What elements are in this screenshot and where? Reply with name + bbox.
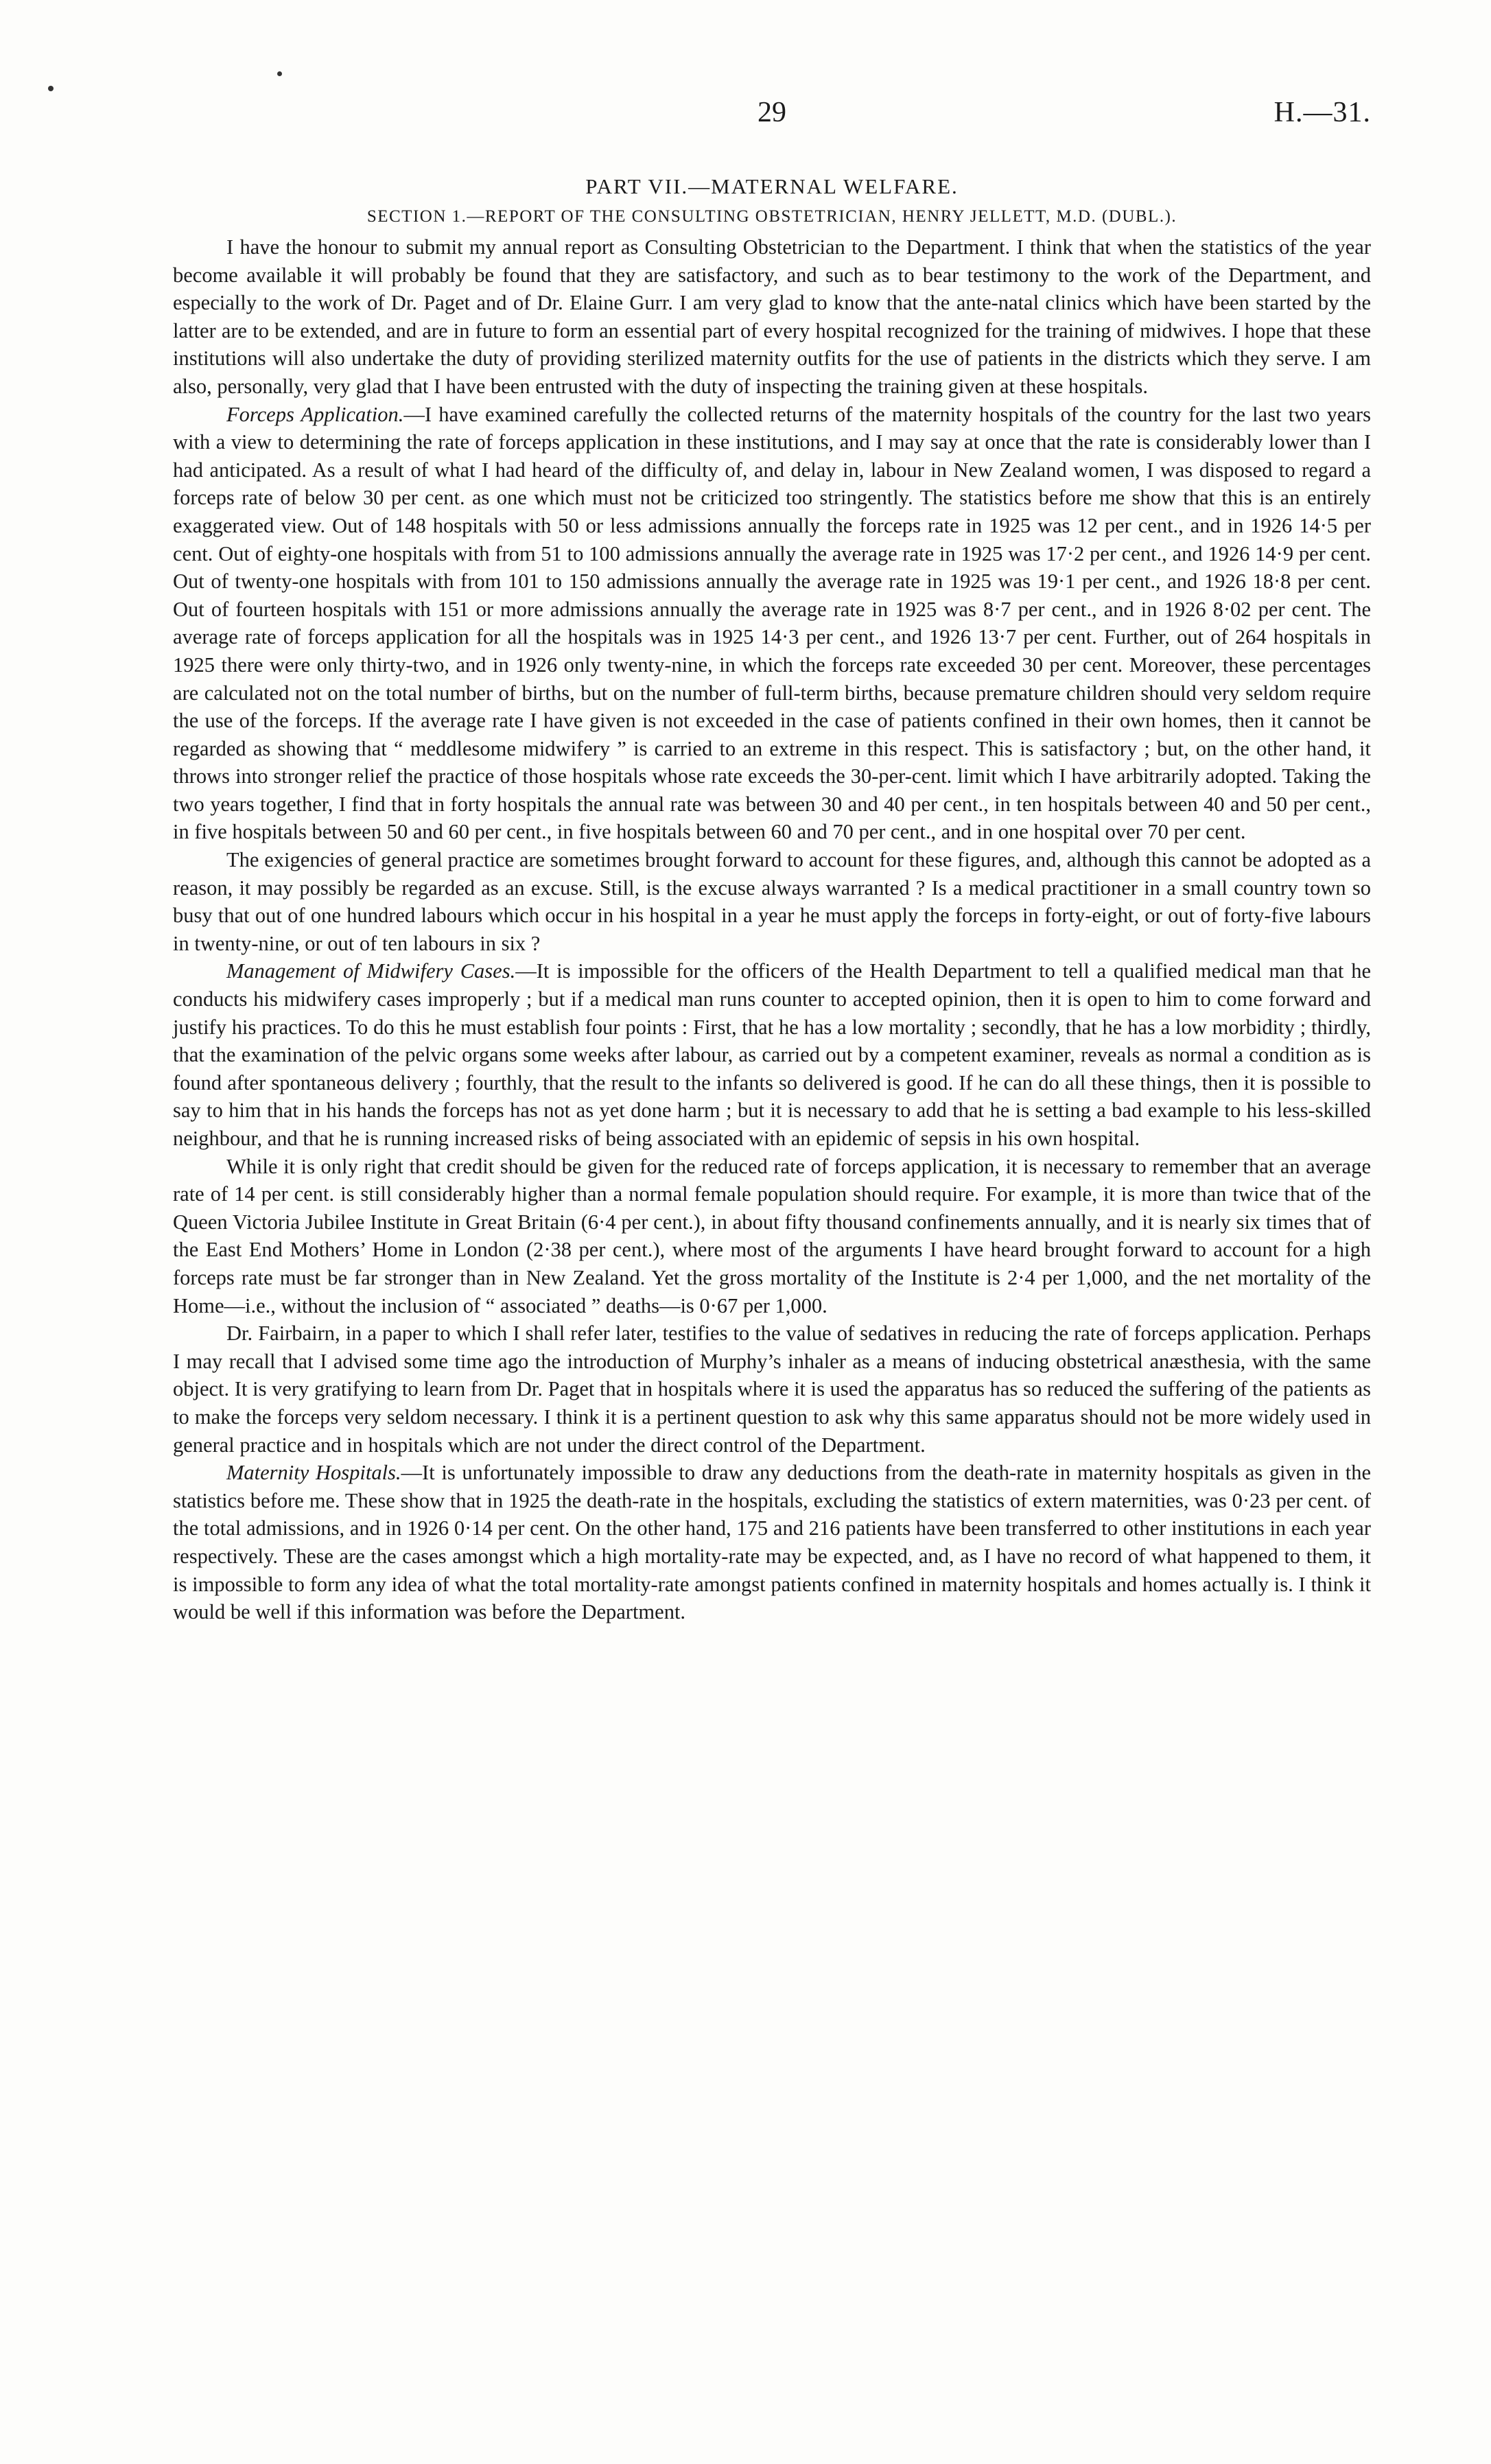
paragraph-text: —It is unfortunately impossible to draw any deductions from the death-rate in maternity hospitals as given in the statistics before me. These show that in 1925 the death-rate in the hospitals, excluding the statistics of extern maternities, was 0·23 per cent. of the total admissions, and in 1926 0·14 per cent. On the other hand, 175 and 216 patients have been transferred to other institutions in each year respectively. These are the cases amongst which a high mortality-rate may be expected, and, as I have no record of what happened to them, it is impossible to form any idea of what the total mortality-rate amongst patients confined in maternity hospitals and homes actually is. I think it would be well if this information was before the Department.	[173, 1461, 1371, 1624]
paragraph-heading: Forceps Application.	[226, 402, 404, 426]
paragraph	[173, 233, 1371, 401]
paragraph-heading: Maternity Hospitals.	[226, 1461, 401, 1485]
paragraph-text: Dr. Fairbairn, in a paper to which I shall refer later, testifies to the value of sedatives in reducing the rate of forceps application. Perhaps I may recall that I advised some time ago the introduction of Murphy’s inhaler as a means of inducing obstetrical anæsthesia, with the same object. It is very gratifying to learn from Dr. Paget that in hospitals where it is used the apparatus has so reduced the suffering of the patients as to make the forceps very seldom necessary. I think it is a pertinent question to ask why this same apparatus should not be more widely used in general practice and in hospitals which are not under the direct control of the Department.	[173, 1322, 1371, 1457]
paragraph	[173, 1153, 1371, 1320]
paragraph-text: While it is only right that credit should be given for the reduced rate of forceps application, it is necessary to remember that an average rate of 14 per cent. is still considerably higher than a normal female population should require. For example, it is more than twice that of the Queen Victoria Jubilee Institute in Great Britain (6·4 per cent.), in about fifty thousand confinements annually, and it is nearly six times that of the East End Mothers’ Home in London (2·38 per cent.), where most of the arguments I have heard brought forward to account for a high forceps rate must be far stronger than in New Zealand. Yet the gross mortality of the Institute is 2·4 per 1,000, and the net mortality of the Home—i.e., without the inclusion of “ associated ” deaths—is 0·67 per 1,000.	[173, 1154, 1371, 1317]
speck-mark	[277, 71, 282, 76]
speck-mark	[48, 86, 54, 91]
paragraph	[173, 401, 1371, 847]
paragraph	[173, 1319, 1371, 1459]
document-reference: H.—31.	[1273, 97, 1371, 128]
paragraph	[173, 1459, 1371, 1626]
page-number: 29	[758, 97, 786, 128]
paragraph-text: I have the honour to submit my annual report as Consulting Obstetrician to the Department. I think that when the statistics of the year become available it will probably be found that they are satisfactory, and such as to bear testimony to the work of the Department, and especially to the work of Dr. Paget and of Dr. Elaine Gurr. I am very glad to know that the ante-natal clinics which have been started by the latter are to be extended, and are in future to form an essential part of every hospital recognized for the training of midwives. I hope that these institutions will also undertake the duty of providing sterilized maternity outfits for the use of patients in the districts which they serve. I am also, personally, very glad that I have been entrusted with the duty of inspecting the training given at these hospitals.	[173, 235, 1371, 398]
section-title: SECTION 1.—REPORT OF THE CONSULTING OBSTETRICIAN, HENRY JELLETT, M.D. (DUBL.).	[366, 207, 1177, 226]
paragraph-heading: Management of Midwifery Cases.	[226, 959, 516, 983]
paragraph-text: —I have examined carefully the collected returns of the maternity hospitals of the country for the last two years with a view to determining the rate of forceps application in these institutions, and I may say at once that the rate is considerably lower than I had anticipated. As a result of what I had heard of the difficulty of, and delay in, labour in New Zealand women, I was disposed to regard a forceps rate of below 30 per cent. as one which must not be criticized too stringently. The statistics before me show that this is an entirely exaggerated view. Out of 148 hospitals with 50 or less admissions annually the forceps rate in 1925 was 12 per cent., and in 1926 14·5 per cent. Out of eighty-one hospitals with from 51 to 100 admissions annually the average rate in 1925 was 17·2 per cent., and 1926 14·9 per cent. Out of twenty-one hospitals with from 101 to 150 admissions annually the average rate in 1925 was 19·1 per cent., and 1926 18·8 per cent. Out of fourteen hospitals with 151 or more admissions annually the average rate in 1925 was 8·7 per cent., and in 1926 8·02 per cent. The average rate of forceps application for all the hospitals was in 1925 14·3 per cent., and 1926 13·7 per cent. Further, out of 264 hospitals in 1925 there were only thirty-two, and in 1926 only twenty-nine, in which the forceps rate exceeded 30 per cent. Moreover, these percentages are calculated not on the total number of births, but on the number of full-term births, because premature children should very seldom require the use of the forceps. If the average rate I have given is not exceeded in the case of patients confined in their own homes, then it cannot be regarded as showing that “ meddlesome midwifery ” is carried to an extreme in this respect. This is satisfactory ; but, on the other hand, it throws into stronger relief the practice of those hospitals whose rate exceeds the 30-per-cent. limit which I have arbitrarily adopted. Taking the two years together, I find that in forty hospitals the annual rate was between 30 and 40 per cent., in ten hospitals between 40 and 50 per cent., in five hospitals between 50 and 60 per cent., in five hospitals between 60 and 70 per cent., and in one hospital over 70 per cent.	[173, 402, 1371, 844]
part-title: PART VII.—MATERNAL WELFARE.	[585, 174, 959, 198]
paragraph-text: —It is impossible for the officers of the Health Department to tell a qualified medical man that he conducts his midwifery cases improperly ; but if a medical man runs counter to accepted opinion, then it is open to him to come forward and justify his practices. To do this he must establish four points : First, that he has a low mortality ; secondly, that he has a low morbidity ; thirdly, that the examination of the pelvic organs some weeks after labour, as carried out by a competent examiner, reveals as normal a condition as is found after spontaneous delivery ; fourthly, that the result to the infants so delivered is good. If he can do all these things, then it is possible to say to him that in his hands the forceps has not as yet done harm ; but it is necessary to add that he is setting a bad example to his less-skilled neighbour, and that he is running increased risks of being associated with an epidemic of sepsis in his own hospital.	[173, 959, 1371, 1150]
body-text	[173, 233, 1371, 1626]
document-page	[173, 82, 1371, 1626]
page-header	[173, 82, 1371, 137]
paragraph	[173, 846, 1371, 957]
paragraph	[173, 957, 1371, 1152]
paragraph-text: The exigencies of general practice are sometimes brought forward to account for these figures, and, although this cannot be adopted as a reason, it may possibly be regarded as an excuse. Still, is the excuse always warranted ? Is a medical practitioner in a small country town so busy that out of one hundred labours which occur in his hospital in a year he must apply the forceps in forty-eight, or out of forty-five labours in twenty-nine, or out of ten labours in six ?	[173, 848, 1371, 955]
